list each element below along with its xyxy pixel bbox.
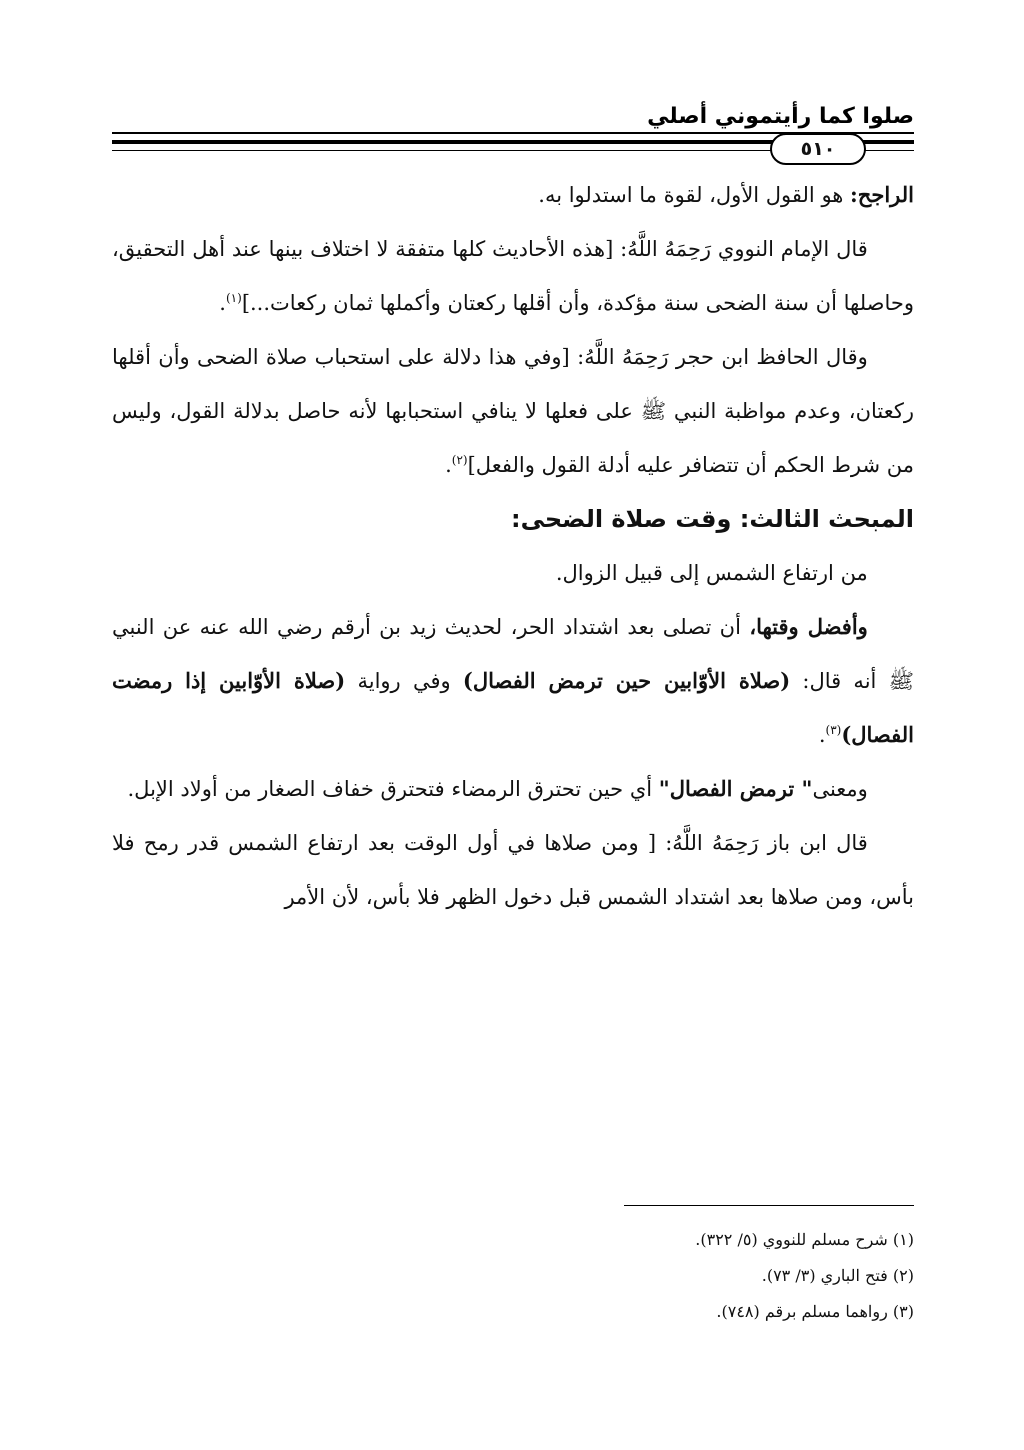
footnote-separator — [624, 1205, 914, 1206]
section-heading: المبحث الثالث: وقت صلاة الضحى: — [511, 505, 914, 533]
best-time-text-a: أن تصلى بعد اشتداد الحر، لحديث زيد بن أرقم رضي الله عنه عن النبي ﷺ أنه قال: — [112, 615, 915, 693]
preponderant-text: هو القول الأول، لقوة ما استدلوا به. — [538, 183, 851, 207]
footnote-2: (٢) فتح الباري (٣/ ٧٣). — [761, 1266, 914, 1285]
best-time-label: وأفضل وقتها، — [749, 614, 868, 639]
body-text — [112, 168, 914, 924]
paragraph-best-time: وأفضل وقتها، أن تصلى بعد اشتداد الحر، لحديث زيد بن أرقم رضي الله عنه عن النبي ﷺ أنه قال: (صلاة الأوّابين حين ترمض الفصال) وفي رواية (صلاة الأوّابين إذا رمضت الفصال)$^{(٣)}$. — [112, 614, 915, 747]
hadith-quote-1: (صلاة الأوّابين حين ترمض الفصال) — [462, 668, 791, 693]
meaning-text: أي حين تحترق الرمضاء فتحترق خفاف الصغار من أولاد الإبل. — [127, 777, 659, 801]
page-number-badge: ٥١٠ — [770, 133, 866, 165]
meaning-term: " ترمض الفصال" — [658, 776, 813, 801]
paragraph-preponderant — [112, 168, 914, 222]
footnote-1: (١) شرح مسلم للنووي (٥/ ٣٢٢). — [695, 1230, 914, 1249]
paragraph-nawawi-quote: قال الإمام النووي رَحِمَهُ اللَّهُ: [هذه الأحاديث كلها متفقة لا اختلاف بينها عند أهل التحقيق، وحاصلها أن سنة الضحى سنة مؤكدة، وأن أقلها ركعتان وأكملها ثمان ركعات...]$^{(١)}$. — [112, 237, 914, 315]
paragraph-ibn-hajar-quote: وقال الحافظ ابن حجر رَحِمَهُ اللَّهُ: [وفي هذا دلالة على استحباب صلاة الضحى وأن أقلها ركعتان، وعدم مواظبة النبي ﷺ على فعلها لا ينافي استحبابها لأنه حاصل بدلالة القول، وليس من شرط الحكم أن تتضافر عليه أدلة القول والفعل]$^{(٢)}$. — [112, 345, 914, 477]
footnote-ref-1[interactable]: (١) — [225, 291, 242, 305]
footnote-ref-3[interactable]: (٣) — [825, 723, 842, 737]
nawawi-quote-text: قال الإمام النووي رَحِمَهُ اللَّهُ: [هذه الأحاديث كلها متفقة لا اختلاف بينها عند أهل التحقيق، وحاصلها أن سنة الضحى سنة مؤكدة، وأن أقلها ركعتان وأكملها ثمان ركعات...] — [112, 237, 914, 315]
footnote-ref-2[interactable]: (٢) — [451, 453, 468, 467]
hadith-quote-2: (صلاة الأوّابين إذا رمضت الفصال) — [112, 668, 914, 747]
running-header-title: صلوا كما رأيتموني أصلي — [647, 104, 914, 129]
meaning-prefix: ومعنى — [812, 777, 868, 801]
best-time-text-b: وفي رواية — [345, 669, 463, 693]
footnotes — [400, 1222, 914, 1330]
paragraph-time-range: من ارتفاع الشمس إلى قبيل الزوال. — [555, 561, 868, 585]
ibn-hajar-quote-text: وقال الحافظ ابن حجر رَحِمَهُ اللَّهُ: [وفي هذا دلالة على استحباب صلاة الضحى وأن أقلها ركعتان، وعدم مواظبة النبي ﷺ على فعلها لا ينافي استحبابها لأنه حاصل بدلالة القول، وليس من شرط الحكم أن تتضافر عليه أدلة القول والفعل] — [112, 345, 914, 477]
paragraph-ibn-baz-quote: قال ابن باز رَحِمَهُ اللَّهُ: [ ومن صلاها في أول الوقت بعد ارتفاع الشمس قدر رمح فلا بأس، ومن صلاها بعد اشتداد الشمس قبل دخول الظهر فلا بأس، لأن الأمر — [112, 831, 914, 909]
preponderant-label: الراجح: — [850, 182, 914, 207]
footnote-3: (٣) رواهما مسلم برقم (٧٤٨). — [716, 1302, 914, 1321]
paragraph-meaning — [112, 762, 914, 816]
